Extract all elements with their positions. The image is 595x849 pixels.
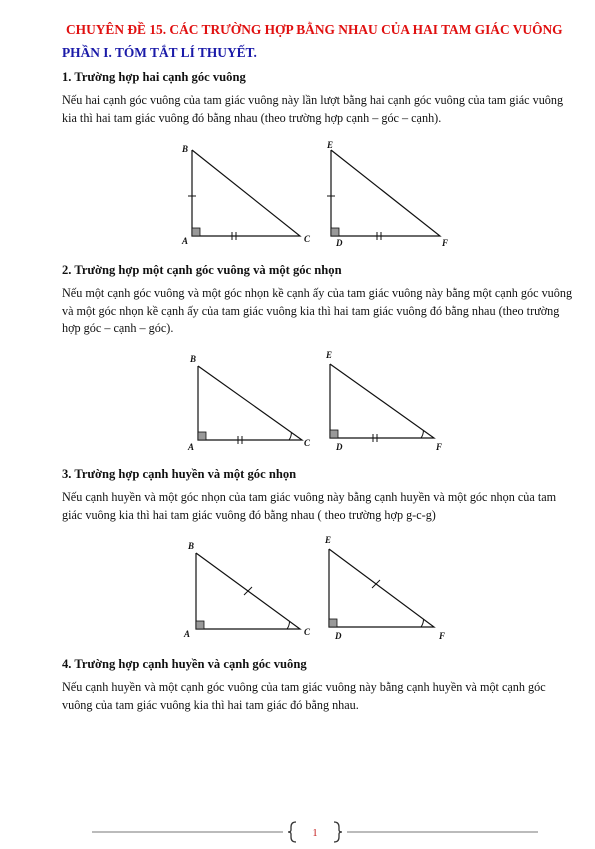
section-1-heading: 1. Trường hợp hai cạnh góc vuông	[62, 70, 246, 84]
document-title: CHUYÊN ĐỀ 15. CÁC TRƯỜNG HỢP BẰNG NHAU CỦA HAI TAM GIÁC VUÔNG	[66, 22, 563, 37]
triangle-def	[330, 364, 434, 438]
angle-mark	[421, 619, 424, 627]
vertex-label: C	[304, 627, 311, 637]
vertex-label: D	[336, 238, 343, 248]
vertex-label: B	[190, 354, 197, 364]
part-heading: PHẦN I. TÓM TẮT LÍ THUYẾT.	[62, 45, 257, 60]
tick-mark	[244, 587, 252, 595]
triangle-def	[329, 549, 434, 627]
left-brace-icon	[288, 822, 296, 842]
section-4-text: Nếu cạnh huyền và một cạnh góc vuông của tam giác vuông này bằng cạnh huyền và một cạnh góc vuông của tam giác vuông kia thì hai tam giác đó bằng nhau.	[62, 680, 546, 712]
angle-mark	[289, 433, 291, 440]
right-angle-mark	[198, 432, 206, 440]
figure-1-triangles	[170, 138, 460, 250]
vertex-label: D	[336, 442, 343, 452]
section-1-text: Nếu hai cạnh góc vuông của tam giác vuông này lần lượt bằng hai cạnh góc vuông của tam giác vuông kia thì hai tam giác vuông đó bằng nhau (theo trường hợp cạnh – góc – cạnh).	[62, 93, 564, 125]
vertex-label: E	[327, 140, 334, 150]
right-angle-mark	[330, 430, 338, 438]
section-3-heading: 3. Trường hợp cạnh huyền và một góc nhọn	[62, 467, 297, 481]
section-2-heading: 2. Trường hợp một cạnh góc vuông và một góc nhọn	[62, 263, 342, 277]
vertex-label: D	[335, 631, 342, 641]
right-angle-mark	[329, 619, 337, 627]
triangle-abc	[192, 150, 300, 236]
vertex-label: B	[182, 144, 189, 154]
right-angle-mark	[196, 621, 204, 629]
page-number: 1	[312, 828, 318, 839]
section-4-heading: 4. Trường hợp cạnh huyền và cạnh góc vuông	[62, 657, 307, 671]
figure-2-triangles	[178, 350, 458, 454]
right-brace-icon	[334, 822, 342, 842]
figure-3-triangles	[178, 535, 458, 645]
vertex-label: E	[325, 535, 332, 545]
vertex-label: C	[304, 234, 311, 244]
section-2-text: Nếu một cạnh góc vuông và một góc nhọn kề cạnh ấy của tam giác vuông này bằng một cạnh góc vuông và một góc nhọn kề cạnh ấy của tam giác vuông kia thì hai tam giác vuông đó bằng nhau (theo trường hợp góc – cạnh – góc).	[62, 286, 573, 335]
section-3-text: Nếu cạnh huyền và một góc nhọn của tam giác vuông này bằng cạnh huyền và một góc nhọn của tam giác vuông kia thì hai tam giác vuông đó bằng nhau ( theo trường hợp g-c-g)	[62, 490, 557, 522]
angle-mark	[287, 622, 290, 630]
triangle-abc	[198, 366, 302, 440]
vertex-label: F	[439, 631, 446, 641]
vertex-label: B	[188, 541, 195, 551]
vertex-label: E	[326, 350, 333, 360]
right-angle-mark	[192, 228, 200, 236]
right-angle-mark	[331, 228, 339, 236]
vertex-label: A	[184, 629, 191, 639]
triangle-def	[331, 150, 440, 236]
vertex-label: A	[182, 236, 189, 246]
vertex-label: F	[442, 238, 449, 248]
page-footer	[0, 820, 595, 844]
vertex-label: A	[188, 442, 195, 452]
vertex-label: F	[436, 442, 443, 452]
angle-mark	[421, 431, 423, 438]
vertex-label: C	[304, 438, 311, 448]
